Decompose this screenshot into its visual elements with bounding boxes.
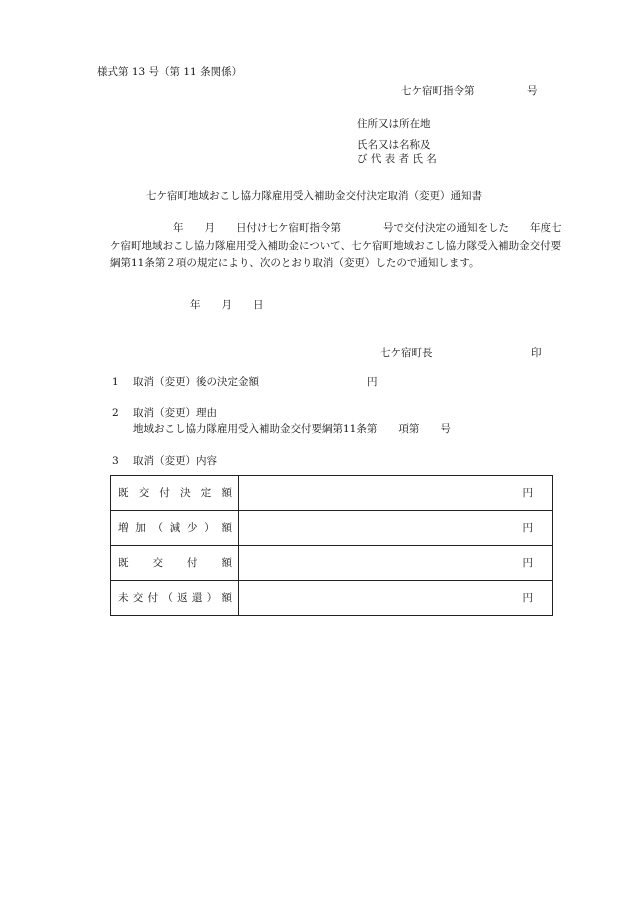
item-label-3: 取消（変更）内容: [133, 455, 217, 467]
issuer-title: 七ケ宿町長: [380, 347, 433, 359]
row-label: 未交付（返還）額: [111, 581, 239, 616]
row-amount: 円: [239, 511, 553, 546]
address-label: 住所又は所在地: [357, 118, 431, 130]
row-amount: 円: [239, 546, 553, 581]
body-paragraph: 年 月 日付け七ケ宿町指令第 号で交付決定の通知をした 年度七ケ宿町地域おこし協力隊雇用受入補助金について、七ケ宿町地域おこし協力隊受入補助金交付要綱第11条第２項の規定により、次のとおり取消（変更）したので通知します。: [110, 222, 562, 269]
seal-mark: 印: [531, 347, 542, 359]
table-row: [111, 546, 553, 581]
table-row: [111, 476, 553, 511]
item-number-2: 2: [112, 407, 119, 419]
document-title: 七ケ宿町地域おこし協力隊雇用受入補助金交付決定取消（変更）通知書: [146, 190, 482, 202]
name-label-line1: 氏名又は名称及: [357, 139, 431, 151]
item-number-1: 1: [112, 376, 119, 388]
item-unit-1: 円: [367, 376, 378, 388]
row-label: 既交付額: [111, 546, 239, 581]
amounts-table: [110, 475, 553, 616]
row-label: 既交付決定額: [111, 476, 239, 511]
item-detail-2: 地域おこし協力隊雇用受入補助金交付要綱第11条第 項第 号: [133, 423, 451, 435]
table-row: [111, 581, 553, 616]
issue-number: 七ケ宿町指令第 号: [401, 85, 538, 97]
date-line: 年 月 日: [190, 299, 264, 311]
form-number: 様式第 13 号（第 11 条関係）: [97, 66, 243, 78]
table-row: [111, 511, 553, 546]
name-label-line2: び 代 表 者 氏 名: [357, 153, 437, 165]
row-label: 増加（減少）額: [111, 511, 239, 546]
item-label-1: 取消（変更）後の決定金額: [133, 376, 259, 388]
row-amount: 円: [239, 581, 553, 616]
row-amount: 円: [239, 476, 553, 511]
item-number-3: 3: [112, 455, 119, 467]
item-label-2: 取消（変更）理由: [133, 407, 217, 419]
